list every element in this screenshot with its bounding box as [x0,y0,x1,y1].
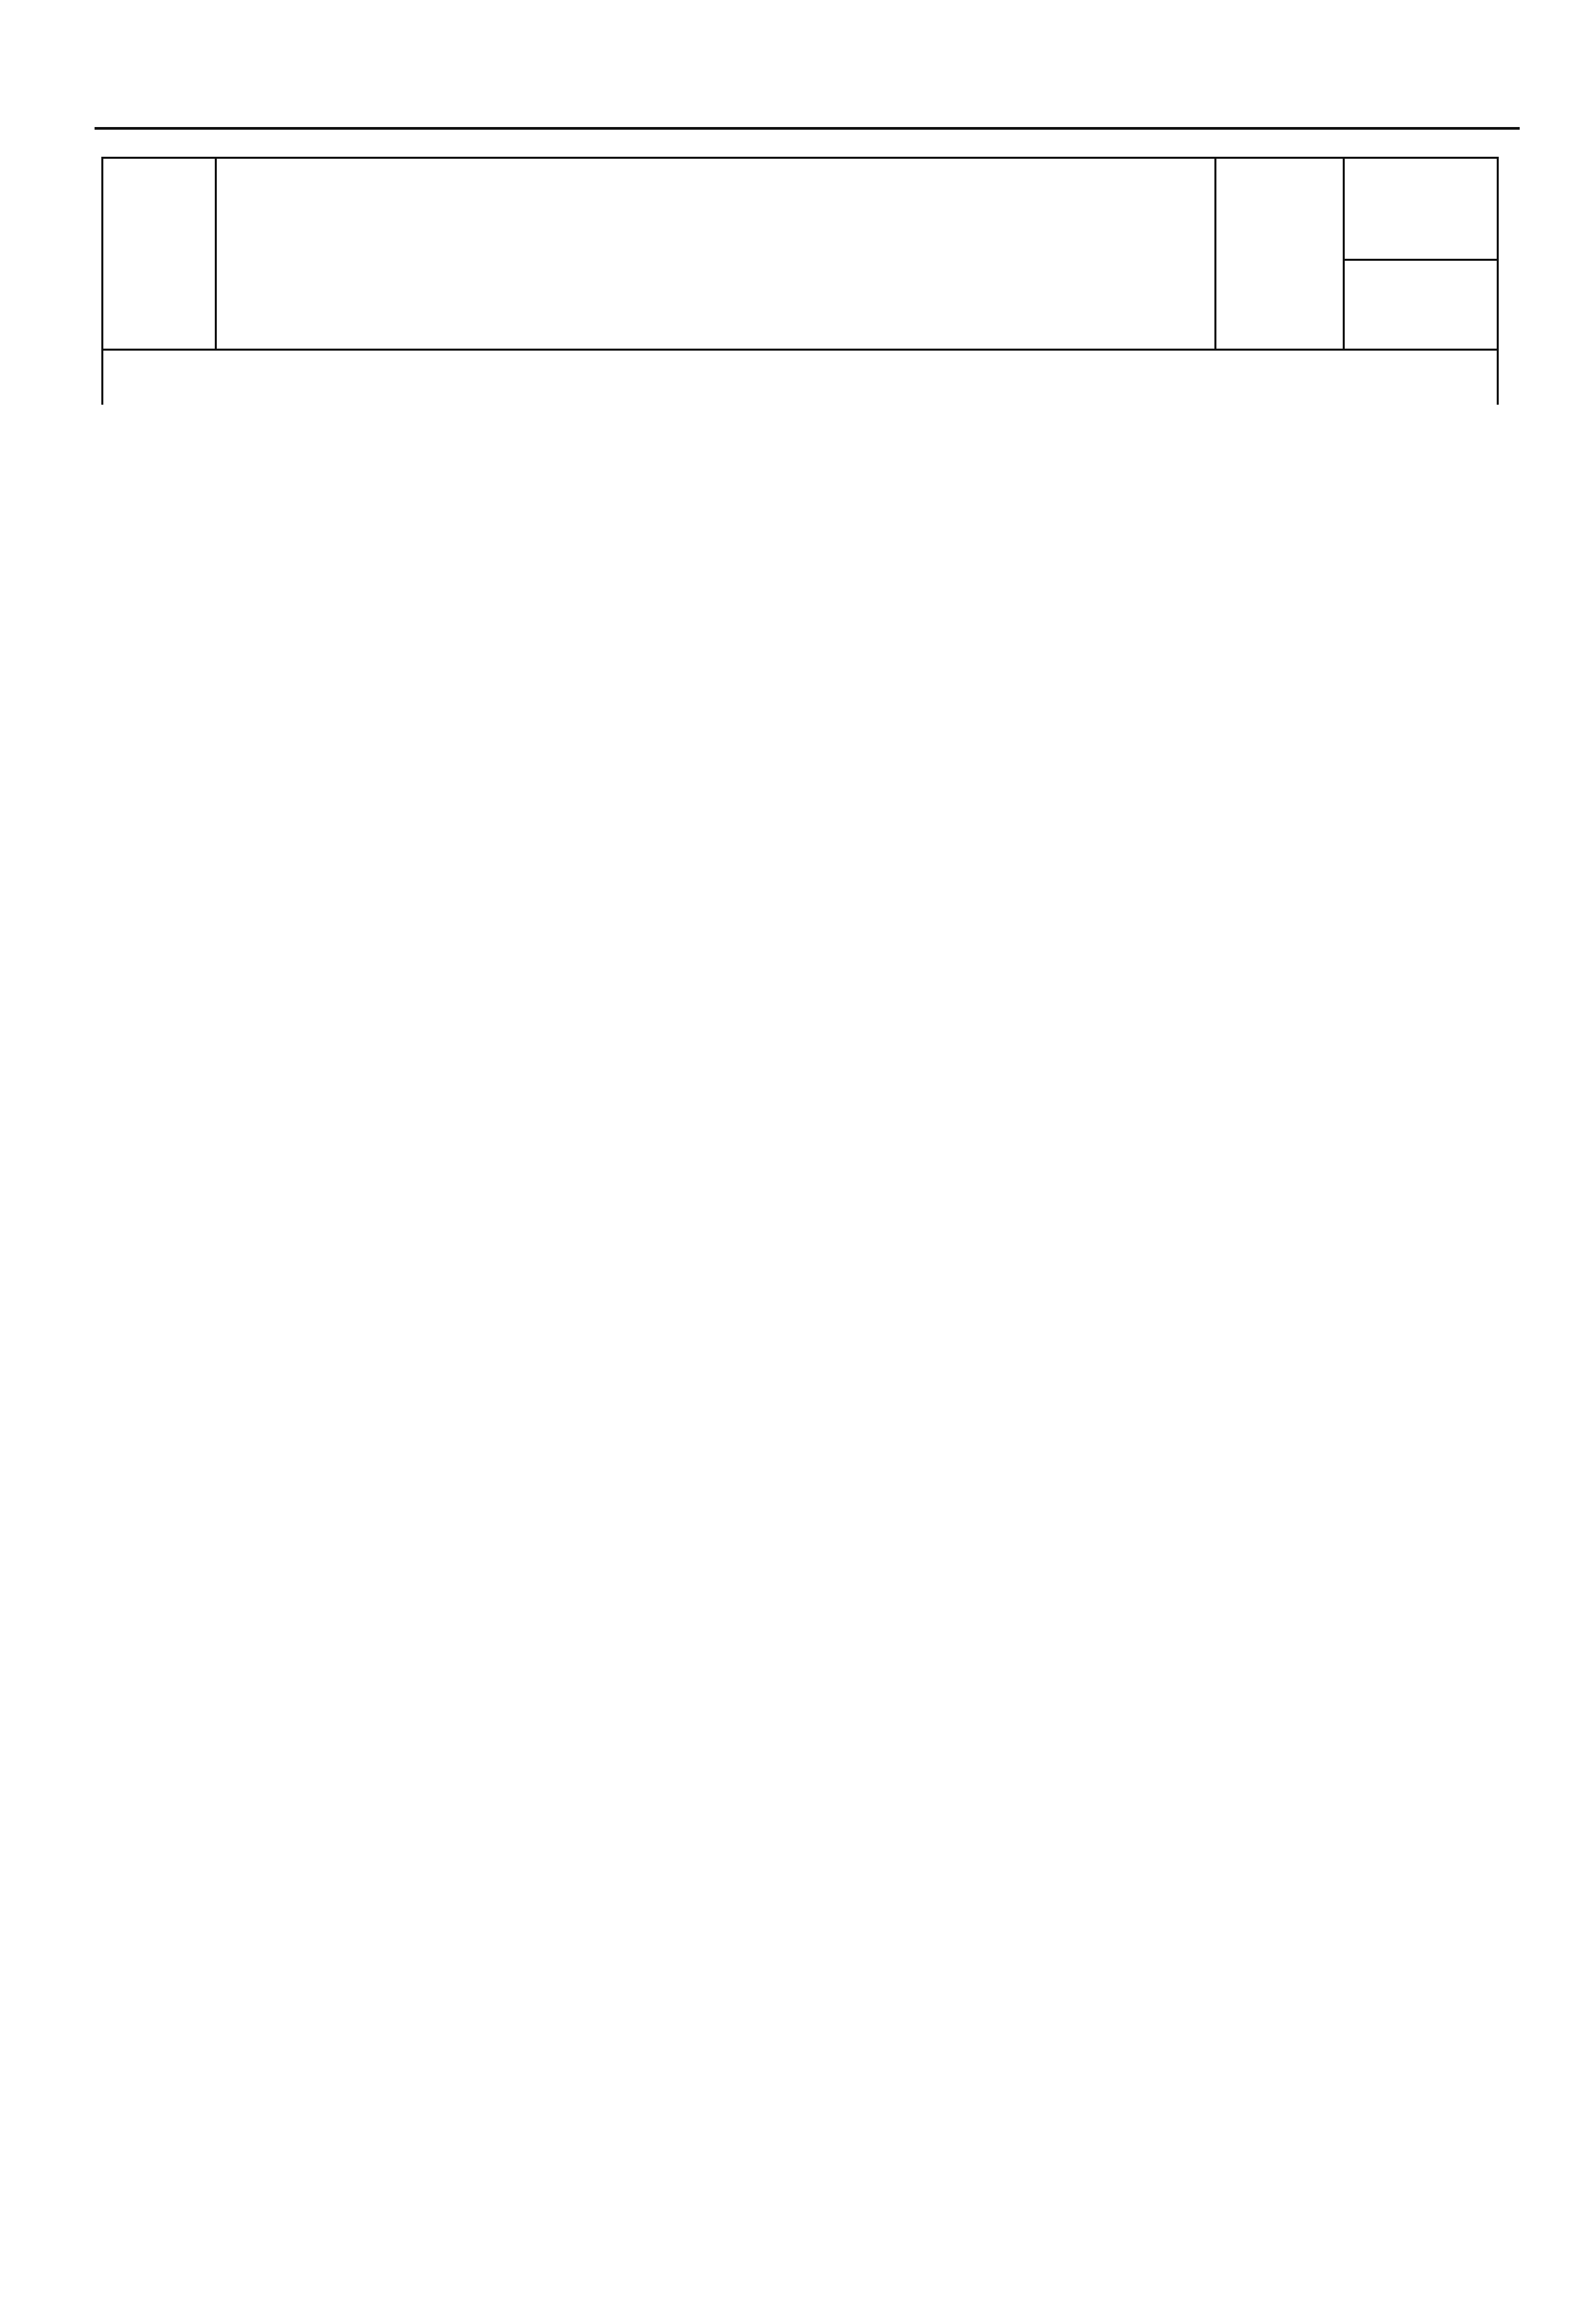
section-heading [103,350,1498,405]
header-rule [95,127,1520,130]
header-unit [1216,158,1344,350]
header-code [103,158,216,350]
header-base-price [1344,158,1498,260]
header-labor-price [1344,260,1498,350]
section-block [103,350,1498,405]
header-name [216,158,1216,350]
price-table [101,157,1499,405]
